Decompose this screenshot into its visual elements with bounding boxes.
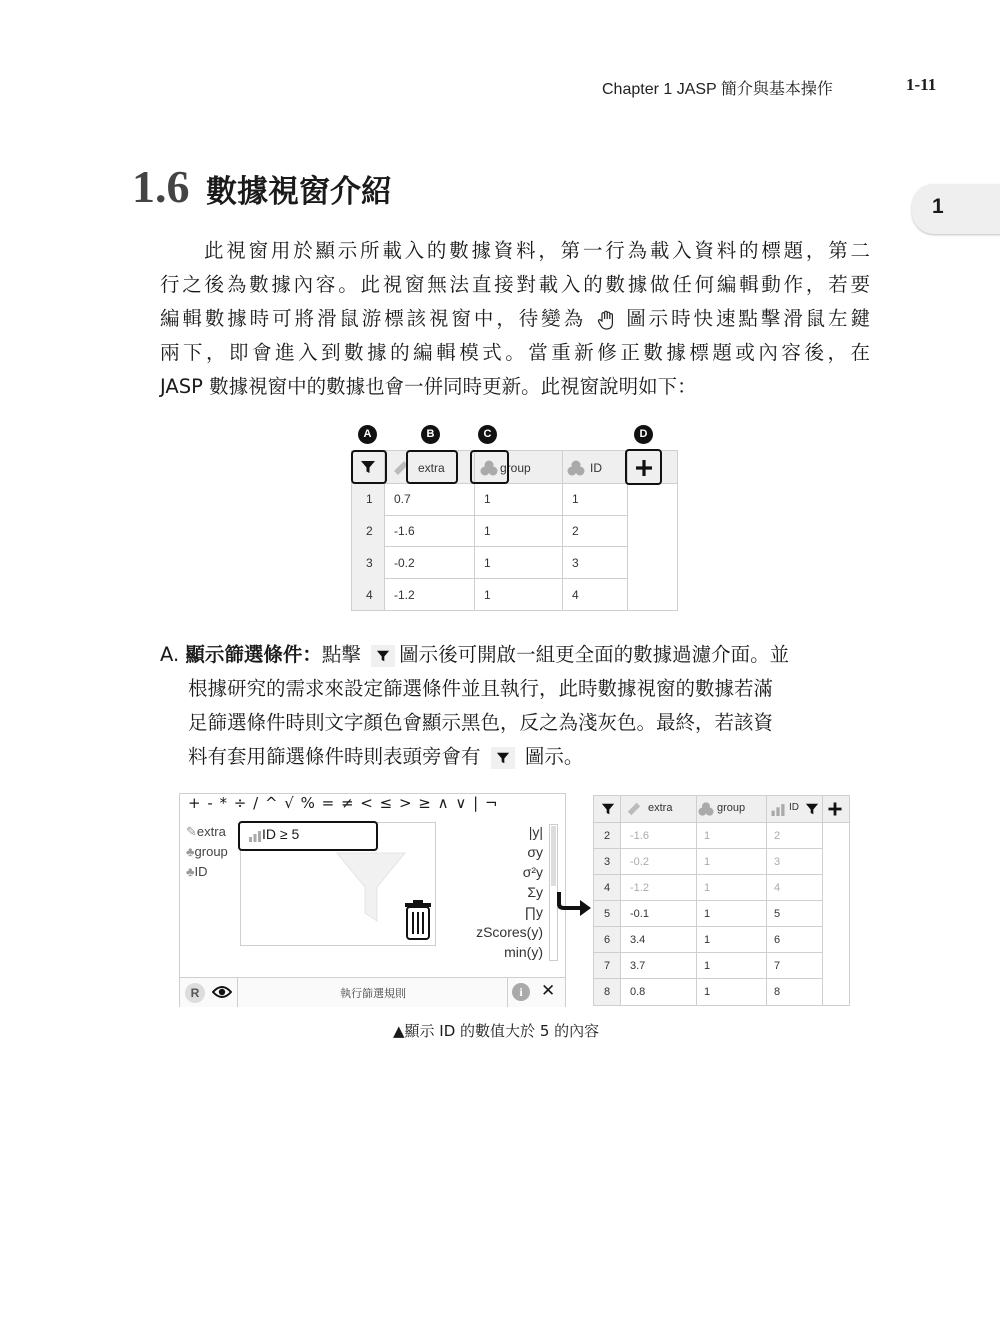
column-header-id[interactable]: ID [590,461,602,475]
filter-icon [371,645,395,667]
column-header-extra[interactable]: extra [648,802,673,814]
function-min[interactable]: min(y) [504,944,543,960]
callout-d: D [634,425,653,444]
table-cell[interactable]: 1 [484,588,491,602]
table-cell[interactable]: 3.4 [630,934,646,946]
scale-icon [249,830,261,842]
table-cell[interactable]: -0.1 [630,908,649,920]
section-number: 1.6 [132,161,190,212]
filter-expression: ID ≥ 5 [262,826,300,842]
page-number: 1-11 [906,75,937,94]
row-number: 6 [604,934,611,946]
funnel-watermark-icon [335,851,407,923]
running-header-chapter: Chapter 1 JASP 簡介與基本操作 [602,81,833,98]
function-product[interactable]: ∏y [524,904,543,920]
variable-item-extra[interactable]: ✎extra [186,824,226,839]
row-number: 4 [604,882,611,894]
table-cell[interactable]: -1.6 [394,524,415,538]
item-a-line-2: 根據研究的需求來設定篩選條件並且執行，此時數據視窗的數據若滿 [188,677,774,700]
row-number: 2 [366,524,373,538]
figure-caption: ▲顯示 ID 的數值大於 5 的內容 [393,1022,600,1040]
close-icon[interactable]: ✕ [541,981,556,1001]
item-a-title: 顯示篩選條件： [185,643,322,666]
intro-line-3a: 編輯數據時可將滑鼠游標該視窗中，待變為 [160,307,587,330]
intro-line-4: 兩下，即會進入到數據的編輯模式。當重新修正數據標題或內容後，在 [160,341,870,364]
table-cell[interactable]: 3.7 [630,960,646,972]
nominal-variable-icon [567,459,585,477]
intro-line-3 [160,302,870,336]
variable-item-group[interactable]: ♣group [186,844,228,859]
table-cell[interactable]: 1 [484,492,491,506]
item-a-text: 圖示後可開啟一組更全面的數據過濾介面。並 [399,643,790,666]
info-icon[interactable]: i [512,983,530,1001]
table-cell[interactable]: 2 [572,524,579,538]
item-a-line-3: 足篩選條件時則文字顏色會顯示黑色，反之為淺灰色。最終，若該資 [188,711,774,734]
table-cell[interactable]: 5 [774,908,781,920]
table-cell[interactable]: 1 [704,882,711,894]
callout-c: C [478,425,497,444]
nominal-variable-icon [698,801,714,817]
table-cell[interactable]: 4 [774,882,781,894]
table-cell[interactable]: 6 [774,934,781,946]
table-cell[interactable]: 2 [774,830,781,842]
function-zscores[interactable]: zScores(y) [476,924,543,940]
table-cell[interactable]: 3 [572,556,579,570]
intro-line-5: JASP 數據視窗中的數據也會一併同時更新。此視窗說明如下： [160,375,697,398]
variable-list [186,822,228,882]
scale-icon [771,803,785,816]
item-a-text: 點擊 [321,643,361,666]
filter-panel [179,793,566,1007]
item-a [160,638,870,774]
item-a-label: A. [160,643,180,666]
table-cell[interactable]: 1 [704,830,711,842]
callout-a: A [358,425,377,444]
row-number: 5 [604,908,611,920]
callout-box-c [470,450,509,484]
column-header-id[interactable]: ID [789,802,799,813]
table-cell[interactable]: 1 [704,908,711,920]
item-a-text: 圖示。 [524,745,584,768]
chapter-tab [912,184,1000,234]
filtered-data-table [593,795,850,1006]
filter-icon [491,747,515,769]
function-abs[interactable]: |y| [528,824,543,840]
table-cell[interactable]: 3 [774,856,781,868]
filter-panel-footer [180,977,565,1007]
row-number: 3 [366,556,373,570]
section-title: 數據視窗介紹 [206,174,392,210]
add-column-icon[interactable] [826,800,844,818]
chapter-tab-number: 1 [932,195,944,218]
row-number: 1 [366,492,373,506]
arrow-right-icon [556,890,594,920]
ruler-scale-icon [626,801,642,817]
function-variance[interactable]: σ²y [522,864,543,880]
row-number: 2 [604,830,611,842]
column-header-group[interactable]: group [500,461,531,475]
operator-toolbar[interactable]: + - * ÷ / ^ √ % = ≠ < ≤ > ≥ ∧ ∨ | ¬ [188,794,499,812]
callout-box-a [351,450,387,484]
intro-line-2: 行之後為數據內容。此視窗無法直接對載入的數據做任何編輯動作，若要 [160,273,870,296]
table-cell[interactable]: 4 [572,588,579,602]
filter-expression-box[interactable] [238,821,378,851]
table-cell[interactable]: -0.2 [630,856,649,868]
callout-box-d [625,449,662,485]
function-sum[interactable]: Σy [527,884,543,900]
callout-b: B [421,425,440,444]
trash-icon[interactable] [403,899,433,941]
function-sd[interactable]: σy [527,844,543,860]
run-filter-button[interactable]: 執行篩選規則 [340,987,406,1000]
row-number: 8 [604,986,611,998]
eye-icon[interactable] [212,984,232,1000]
item-a-line-1 [160,638,870,672]
row-number: 4 [366,588,373,602]
table-cell[interactable]: -1.2 [394,588,415,602]
intro-line-1: 此視窗用於顯示所載入的數據資料，第一行為載入資料的標題，第二 [204,239,870,262]
column-header-extra[interactable]: extra [418,461,445,475]
table-cell[interactable]: 1 [484,556,491,570]
row-number: 3 [604,856,611,868]
table-cell[interactable]: 1 [484,524,491,538]
column-filter-indicator-icon [805,802,819,816]
r-code-icon[interactable]: R [185,983,205,1003]
table-cell[interactable]: -1.2 [630,882,649,894]
table-cell[interactable]: 0.7 [394,492,411,506]
table-cell[interactable]: 1 [572,492,579,506]
table-cell[interactable]: 7 [774,960,781,972]
item-a-text: 料有套用篩選條件時則表頭旁會有 [188,745,481,768]
table-cell[interactable]: -1.6 [630,830,649,842]
callout-box-b [406,450,458,484]
table-cell[interactable]: 1 [704,986,711,998]
row-number: 7 [604,960,611,972]
table-cell[interactable]: -0.2 [394,556,415,570]
intro-paragraph [160,234,870,404]
item-a-line-4 [160,740,870,774]
table-cell[interactable]: 8 [774,986,781,998]
table-cell[interactable]: 1 [704,934,711,946]
hand-cursor-icon [595,309,617,331]
intro-line-3b: 圖示時快速點擊滑鼠左鍵 [626,307,870,330]
table-cell[interactable]: 1 [704,856,711,868]
table-cell[interactable]: 0.8 [630,986,646,998]
table-cell[interactable]: 1 [704,960,711,972]
filter-icon[interactable] [601,802,615,816]
variable-item-id[interactable]: ♣ID [186,864,208,879]
column-header-group[interactable]: group [717,802,746,814]
